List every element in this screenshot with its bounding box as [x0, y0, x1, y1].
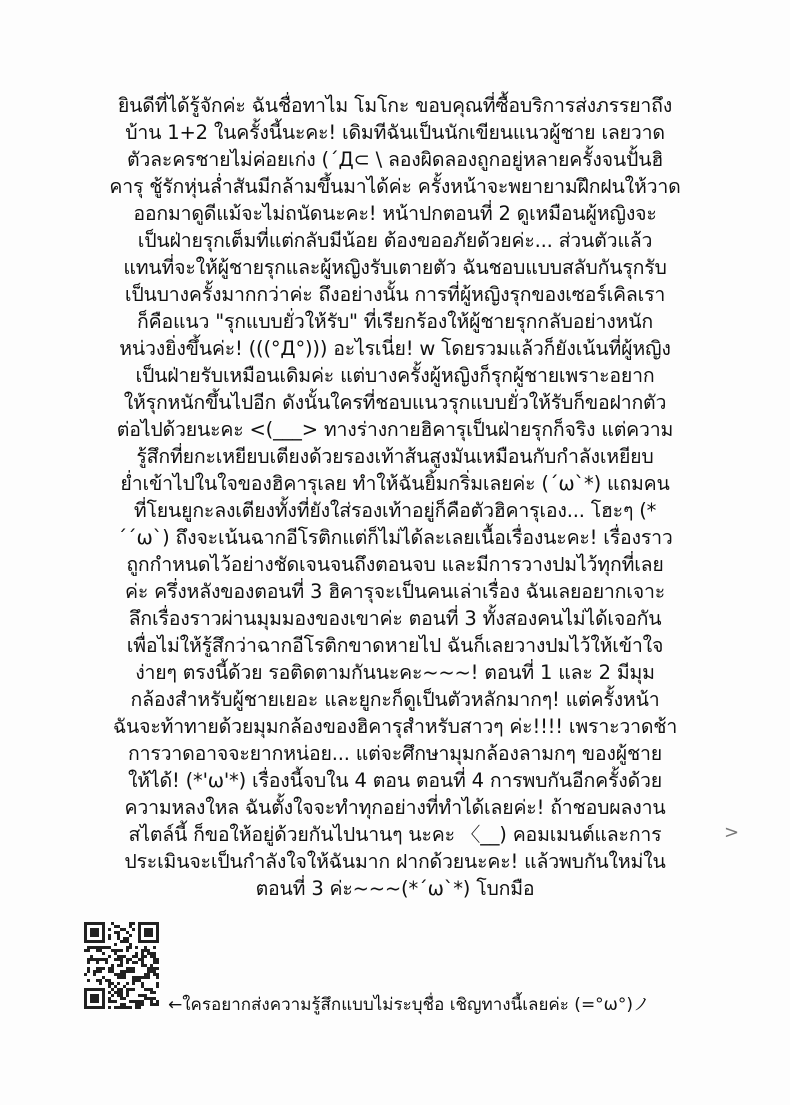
message-line: รู้สึกที่ยกะเหยียบเตียงด้วยรองเท้าส้นสูงมันเหมือนกับกำลังเหยียบ — [136, 445, 654, 468]
message-line: ยินดีที่ได้รู้จักค่ะ ฉันชื่อทาไม โมโกะ ขอบคุณที่ซื้อบริการส่งภรรยาถึง — [117, 94, 673, 117]
message-line: ประเมินจะเป็นกำลังใจให้ฉันมาก ฝากด้วยนะคะ! แล้วพบกันใหม่ใน — [124, 850, 666, 873]
afterword-message — [62, 92, 728, 902]
message-line: การวาดอาจจะยากหน่อย... แต่จะศึกษามุมกล้องลามกๆ ของผู้ชาย — [128, 742, 662, 765]
message-line: ให้รุกหนักขึ้นไปอีก ดังนั้นใครที่ชอบแนวรุกแบบยั่วให้รับก็ขอฝากตัว — [123, 391, 667, 414]
message-line: ย่ำเข้าไปในใจของฮิคารุเลย ทำให้ฉันยิ้มกริ่มเลยค่ะ (´ω`*) แถมคน — [120, 472, 670, 495]
message-line: คารุ ชู้รักหุ่นล่ำสันมีกล้ามขึ้นมาได้ค่ะ ครั้งหน้าจะพยายามฝึกฝนให้วาด — [109, 175, 681, 198]
message-line: แทนที่จะให้ผู้ชายรุกและผู้หญิงรับเตายตัว ฉันชอบแบบสลับกันรุกรับ — [123, 256, 667, 279]
message-line: ´´ω`) ถึงจะเน้นฉากอีโรติกแต่ก็ไม่ได้ละเลยเนื้อเรื่องนะคะ! เรื่องราว — [117, 526, 673, 549]
message-line: ค่ะ ครึ่งหลังของตอนที่ 3 ฮิคารุจะเป็นคนเล่าเรื่อง ฉันเลยอยากเจาะ — [124, 580, 666, 603]
edge-mark: > — [724, 822, 740, 843]
message-line: ลึกเรื่องราวผ่านมุมมองของเขาค่ะ ตอนที่ 3 ทั้งสองคนไม่ได้เจอกัน — [128, 607, 662, 630]
message-line: ตัวละครชายไม่ค่อยเก่ง (´Д⊂ \ ลองผิดลองถูกอยู่หลายครั้งจนปั้นฮิ — [126, 148, 664, 171]
message-line: เพื่อไม่ให้รู้สึกว่าฉากอีโรติกขาดหายไป ฉันก็เลยวางปมไว้ให้เข้าใจ — [126, 634, 664, 657]
message-line: ความหลงใหล ฉันตั้งใจจะทำทุกอย่างที่ทำได้เลยค่ะ! ถ้าชอบผลงาน — [124, 796, 666, 819]
qr-caption: ←ใครอยากส่งความรู้สึกแบบไม่ระบุชื่อ เชิญทางนี้เลยค่ะ (=°ω°)ノ — [168, 995, 651, 1015]
message-line: บ้าน 1+2 ในครั้งนี้นะคะ! เดิมทีฉันเป็นนักเขียนแนวผู้ชาย เลยวาด — [125, 121, 665, 144]
message-line: ฉันจะท้าทายด้วยมุมกล้องของฮิคารุสำหรับสาวๆ ค่ะ!!!! เพราะวาดช้า — [112, 715, 678, 738]
message-line: เป็นบางครั้งมากกว่าค่ะ ถึงอย่างนั้น การที่ผู้หญิงรุกของเซอร์เคิลเรา — [124, 283, 666, 306]
message-line: ถูกกำหนดไว้อย่างชัดเจนจนถึงตอนจบ และมีการวางปมไว้ทุกที่เลย — [126, 553, 664, 576]
qr-code-graphic — [84, 922, 160, 1010]
qr-code-icon[interactable] — [84, 922, 160, 1010]
message-line: ต่อไปด้วยนะคะ <(___> ทางร่างกายฮิคารุเป็นฝ่ายรุกก็จริง แต่ความ — [116, 418, 674, 441]
message-line: ง่ายๆ ตรงนี้ด้วย รอติดตามกันนะคะ~~~! ตอนที่ 1 และ 2 มีมุม — [135, 661, 655, 684]
message-line: ตอนที่ 3 ค่ะ~~~(*´ω`*) โบกมือ — [255, 877, 535, 900]
message-line: กล้องสำหรับผู้ชายเยอะ และยูกะก็ดูเป็นตัวหลักมากๆ! แต่ครั้งหน้า — [130, 688, 660, 711]
message-line: เป็นฝ่ายรับเหมือนเดิมค่ะ แต่บางครั้งผู้หญิงก็รุกผู้ชายเพราะอยาก — [135, 364, 655, 387]
message-line: ที่โยนยูกะลงเตียงทั้งที่ยังใส่รองเท้าอยู่ก็คือตัวฮิคารุเอง... โฮะๆ (* — [133, 499, 657, 522]
message-line: หน่วงยิ่งขึ้นค่ะ! (((°Д°))) อะไรเนี่ย! w โดยรวมแล้วก็ยังเน้นที่ผู้หญิง — [119, 337, 671, 360]
message-line: เป็นฝ่ายรุกเต็มที่แต่กลับมีน้อย ต้องขออภัยด้วยค่ะ... ส่วนตัวแล้ว — [137, 229, 653, 252]
message-line: ก็คือแนว "รุกแบบยั่วให้รับ" ที่เรียกร้องให้ผู้ชายรุกกลับอย่างหนัก — [137, 310, 653, 333]
message-line: สไตล์นี้ ก็ขอให้อยู่ด้วยกันไปนานๆ นะคะ 〈__) คอมเมนต์และการ — [128, 823, 662, 846]
message-line: ให้ได้! (*'ω'*) เรื่องนี้จบใน 4 ตอน ตอนที่ 4 การพบกันอีกครั้งด้วย — [127, 769, 663, 792]
message-line: ออกมาดูดีแม้จะไม่ถนัดนะคะ! หน้าปกตอนที่ 2 ดูเหมือนผู้หญิงจะ — [133, 202, 657, 225]
